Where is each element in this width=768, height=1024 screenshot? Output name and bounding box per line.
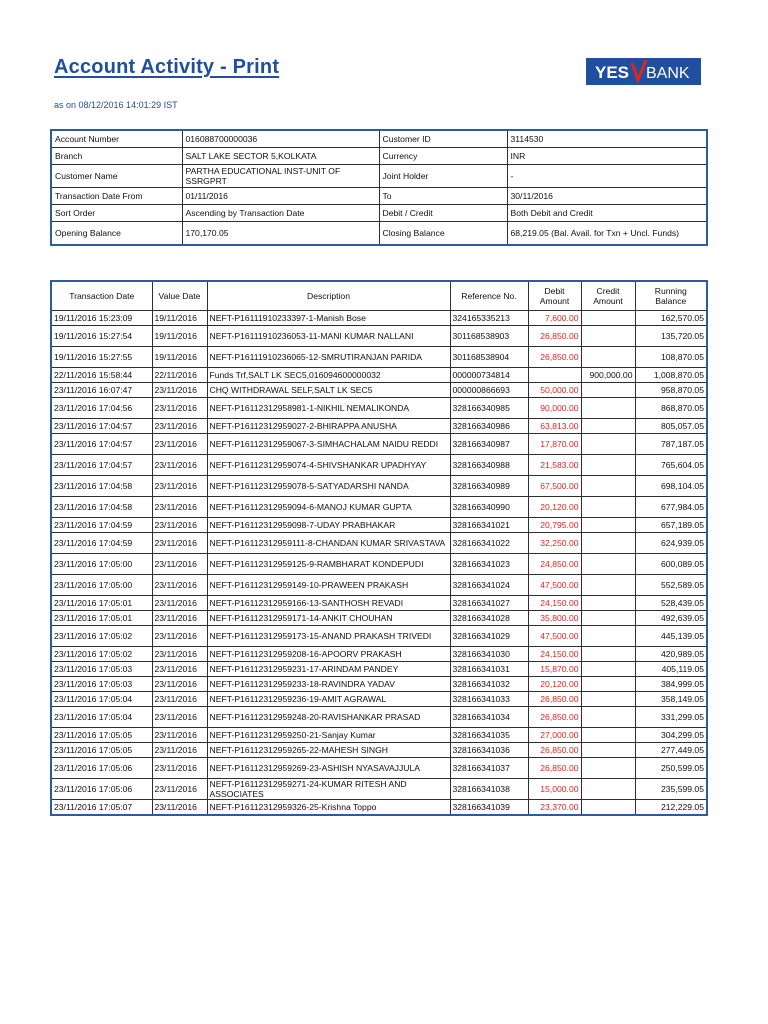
cell-value-date: 23/11/2016	[152, 554, 207, 575]
cell-transaction-date: 23/11/2016 17:05:05	[51, 743, 152, 758]
table-row	[51, 662, 707, 677]
cell-debit-amount: 26,850.00	[528, 326, 581, 347]
cell-transaction-date: 23/11/2016 17:04:56	[51, 398, 152, 419]
table-row	[51, 779, 707, 800]
cell-reference-no: 328166340987	[450, 434, 528, 455]
cell-value-date: 23/11/2016	[152, 398, 207, 419]
cell-running-balance: 765,604.05	[635, 455, 707, 476]
info-label: Customer ID	[379, 130, 507, 148]
cell-description: NEFT-P16111910236065-12-SMRUTIRANJAN PARIDA	[207, 347, 450, 368]
header-description: Description	[207, 281, 450, 311]
cell-reference-no: 328166340988	[450, 455, 528, 476]
cell-credit-amount	[581, 800, 635, 816]
header-reference-no: Reference No.	[450, 281, 528, 311]
cell-description: NEFT-P16112312958981-1-NIKHIL NEMALIKONDA	[207, 398, 450, 419]
cell-running-balance: 868,870.05	[635, 398, 707, 419]
info-value: Ascending by Transaction Date	[182, 205, 379, 222]
cell-transaction-date: 23/11/2016 17:05:01	[51, 596, 152, 611]
cell-transaction-date: 23/11/2016 16:07:47	[51, 383, 152, 398]
table-row	[51, 743, 707, 758]
account-info-row	[51, 205, 707, 222]
cell-running-balance: 235,599.05	[635, 779, 707, 800]
cell-value-date: 23/11/2016	[152, 533, 207, 554]
cell-credit-amount	[581, 419, 635, 434]
cell-description: Funds Trf,SALT LK SEC5,016094600000032	[207, 368, 450, 383]
cell-running-balance: 250,599.05	[635, 758, 707, 779]
cell-transaction-date: 23/11/2016 17:05:00	[51, 554, 152, 575]
cell-running-balance: 552,589.05	[635, 575, 707, 596]
cell-transaction-date: 23/11/2016 17:04:59	[51, 518, 152, 533]
cell-transaction-date: 23/11/2016 17:05:05	[51, 728, 152, 743]
cell-debit-amount: 35,800.00	[528, 611, 581, 626]
table-row	[51, 575, 707, 596]
cell-value-date: 23/11/2016	[152, 800, 207, 816]
account-info-row	[51, 222, 707, 246]
cell-value-date: 23/11/2016	[152, 383, 207, 398]
cell-running-balance: 528,439.05	[635, 596, 707, 611]
cell-reference-no: 301168538903	[450, 326, 528, 347]
table-row	[51, 455, 707, 476]
info-value: 3114530	[507, 130, 707, 148]
cell-credit-amount	[581, 728, 635, 743]
cell-value-date: 23/11/2016	[152, 662, 207, 677]
cell-running-balance: 1,008,870.05	[635, 368, 707, 383]
cell-debit-amount: 21,583.00	[528, 455, 581, 476]
cell-description: NEFT-P16111910236053-11-MANI KUMAR NALLANI	[207, 326, 450, 347]
cell-credit-amount	[581, 311, 635, 326]
cell-transaction-date: 23/11/2016 17:05:03	[51, 677, 152, 692]
info-label: Branch	[51, 148, 182, 165]
cell-running-balance: 162,570.05	[635, 311, 707, 326]
cell-transaction-date: 23/11/2016 17:05:04	[51, 692, 152, 707]
logo-text-bank: BANK	[646, 65, 690, 82]
cell-running-balance: 108,870.05	[635, 347, 707, 368]
table-row	[51, 311, 707, 326]
cell-value-date: 23/11/2016	[152, 434, 207, 455]
header-transaction-date: Transaction Date	[51, 281, 152, 311]
info-value: 68,219.05 (Bal. Avail. for Txn + Uncl. Funds)	[507, 222, 707, 246]
cell-description: NEFT-P16112312959067-3-SIMHACHALAM NAIDU REDDI	[207, 434, 450, 455]
info-value: 30/11/2016	[507, 188, 707, 205]
table-row	[51, 728, 707, 743]
info-value: -	[507, 165, 707, 188]
cell-running-balance: 212,229.05	[635, 800, 707, 816]
cell-transaction-date: 23/11/2016 17:05:02	[51, 647, 152, 662]
table-row	[51, 596, 707, 611]
cell-credit-amount	[581, 476, 635, 497]
cell-debit-amount: 24,150.00	[528, 647, 581, 662]
cell-value-date: 23/11/2016	[152, 518, 207, 533]
cell-description: NEFT-P16112312959074-4-SHIVSHANKAR UPADHYAY	[207, 455, 450, 476]
transactions-header-row	[51, 281, 707, 311]
table-row	[51, 419, 707, 434]
cell-debit-amount: 26,850.00	[528, 347, 581, 368]
cell-reference-no: 328166340989	[450, 476, 528, 497]
table-row	[51, 611, 707, 626]
cell-debit-amount: 67,500.00	[528, 476, 581, 497]
cell-debit-amount: 27,000.00	[528, 728, 581, 743]
cell-value-date: 19/11/2016	[152, 326, 207, 347]
cell-credit-amount	[581, 455, 635, 476]
cell-transaction-date: 19/11/2016 15:27:55	[51, 347, 152, 368]
cell-value-date: 23/11/2016	[152, 677, 207, 692]
info-value: PARTHA EDUCATIONAL INST-UNIT OF SSRGPRT	[182, 165, 379, 188]
table-row	[51, 368, 707, 383]
cell-description: NEFT-P16112312959078-5-SATYADARSHI NANDA	[207, 476, 450, 497]
cell-running-balance: 331,299.05	[635, 707, 707, 728]
cell-running-balance: 698,104.05	[635, 476, 707, 497]
cell-value-date: 23/11/2016	[152, 455, 207, 476]
cell-credit-amount	[581, 347, 635, 368]
transactions-body	[51, 311, 707, 816]
cell-description: CHQ WITHDRAWAL SELF,SALT LK SEC5	[207, 383, 450, 398]
cell-debit-amount: 32,250.00	[528, 533, 581, 554]
transactions-table	[50, 280, 708, 816]
cell-reference-no: 328166341029	[450, 626, 528, 647]
cell-transaction-date: 23/11/2016 17:05:00	[51, 575, 152, 596]
cell-running-balance: 304,299.05	[635, 728, 707, 743]
account-info-row	[51, 148, 707, 165]
info-value: 01/11/2016	[182, 188, 379, 205]
cell-reference-no: 328166341022	[450, 533, 528, 554]
table-row	[51, 434, 707, 455]
cell-credit-amount	[581, 398, 635, 419]
cell-running-balance: 445,139.05	[635, 626, 707, 647]
cell-credit-amount	[581, 626, 635, 647]
account-info-body	[51, 130, 707, 245]
account-info-row	[51, 130, 707, 148]
cell-debit-amount: 26,850.00	[528, 707, 581, 728]
cell-description: NEFT-P16112312959326-25-Krishna Toppo	[207, 800, 450, 816]
cell-credit-amount	[581, 383, 635, 398]
table-row	[51, 707, 707, 728]
cell-transaction-date: 19/11/2016 15:23:09	[51, 311, 152, 326]
cell-reference-no: 328166341024	[450, 575, 528, 596]
cell-debit-amount: 24,150.00	[528, 596, 581, 611]
cell-running-balance: 277,449.05	[635, 743, 707, 758]
cell-credit-amount	[581, 326, 635, 347]
table-row	[51, 626, 707, 647]
cell-debit-amount: 50,000.00	[528, 383, 581, 398]
cell-debit-amount: 20,795.00	[528, 518, 581, 533]
table-row	[51, 383, 707, 398]
table-row	[51, 554, 707, 575]
cell-credit-amount	[581, 533, 635, 554]
cell-description: NEFT-P16112312959248-20-RAVISHANKAR PRASAD	[207, 707, 450, 728]
header-debit-amount: Debit Amount	[528, 281, 581, 311]
cell-credit-amount	[581, 497, 635, 518]
cell-value-date: 23/11/2016	[152, 497, 207, 518]
cell-debit-amount: 15,870.00	[528, 662, 581, 677]
cell-transaction-date: 23/11/2016 17:05:06	[51, 779, 152, 800]
info-label: Currency	[379, 148, 507, 165]
cell-debit-amount: 90,000.00	[528, 398, 581, 419]
info-value: SALT LAKE SECTOR 5,KOLKATA	[182, 148, 379, 165]
cell-credit-amount	[581, 434, 635, 455]
cell-running-balance: 405,119.05	[635, 662, 707, 677]
cell-debit-amount: 20,120.00	[528, 677, 581, 692]
cell-running-balance: 624,939.05	[635, 533, 707, 554]
cell-running-balance: 677,984.05	[635, 497, 707, 518]
cell-value-date: 23/11/2016	[152, 575, 207, 596]
cell-description: NEFT-P16112312959098-7-UDAY PRABHAKAR	[207, 518, 450, 533]
cell-running-balance: 805,057.05	[635, 419, 707, 434]
cell-debit-amount: 26,850.00	[528, 743, 581, 758]
cell-credit-amount	[581, 707, 635, 728]
cell-reference-no: 328166341036	[450, 743, 528, 758]
cell-description: NEFT-P16112312959236-19-AMIT AGRAWAL	[207, 692, 450, 707]
cell-running-balance: 657,189.05	[635, 518, 707, 533]
cell-value-date: 19/11/2016	[152, 311, 207, 326]
cell-running-balance: 384,999.05	[635, 677, 707, 692]
table-row	[51, 326, 707, 347]
cell-value-date: 23/11/2016	[152, 779, 207, 800]
header-running-balance: Running Balance	[635, 281, 707, 311]
cell-value-date: 23/11/2016	[152, 476, 207, 497]
cell-reference-no: 000000734814	[450, 368, 528, 383]
cell-description: NEFT-P16112312959250-21-Sanjay Kumar	[207, 728, 450, 743]
cell-transaction-date: 23/11/2016 17:05:04	[51, 707, 152, 728]
cell-credit-amount	[581, 647, 635, 662]
info-label: Customer Name	[51, 165, 182, 188]
cell-reference-no: 324165335213	[450, 311, 528, 326]
cell-description: NEFT-P16112312959094-6-MANOJ KUMAR GUPTA	[207, 497, 450, 518]
cell-credit-amount	[581, 743, 635, 758]
table-row	[51, 800, 707, 816]
account-info-row	[51, 188, 707, 205]
logo-text-yes: YES	[595, 63, 630, 82]
cell-value-date: 19/11/2016	[152, 347, 207, 368]
cell-reference-no: 328166341039	[450, 800, 528, 816]
cell-value-date: 22/11/2016	[152, 368, 207, 383]
as-on-timestamp: as on 08/12/2016 14:01:29 IST	[54, 100, 178, 110]
cell-running-balance: 420,989.05	[635, 647, 707, 662]
info-value: INR	[507, 148, 707, 165]
table-row	[51, 533, 707, 554]
header-credit-amount: Credit Amount	[581, 281, 635, 311]
cell-reference-no: 328166341030	[450, 647, 528, 662]
cell-reference-no: 328166341027	[450, 596, 528, 611]
cell-debit-amount	[528, 368, 581, 383]
cell-transaction-date: 23/11/2016 17:04:59	[51, 533, 152, 554]
header-value-date: Value Date	[152, 281, 207, 311]
info-label: Account Number	[51, 130, 182, 148]
info-label: Opening Balance	[51, 222, 182, 246]
info-label: To	[379, 188, 507, 205]
cell-running-balance: 135,720.05	[635, 326, 707, 347]
cell-description: NEFT-P16112312959027-2-BHIRAPPA ANUSHA	[207, 419, 450, 434]
yes-bank-logo	[586, 58, 701, 85]
cell-transaction-date: 23/11/2016 17:05:02	[51, 626, 152, 647]
cell-reference-no: 328166341038	[450, 779, 528, 800]
cell-transaction-date: 23/11/2016 17:05:06	[51, 758, 152, 779]
cell-debit-amount: 47,500.00	[528, 575, 581, 596]
cell-value-date: 23/11/2016	[152, 707, 207, 728]
cell-reference-no: 328166341028	[450, 611, 528, 626]
cell-description: NEFT-P16112312959265-22-MAHESH SINGH	[207, 743, 450, 758]
cell-debit-amount: 17,870.00	[528, 434, 581, 455]
cell-value-date: 23/11/2016	[152, 743, 207, 758]
cell-transaction-date: 23/11/2016 17:04:57	[51, 434, 152, 455]
table-row	[51, 347, 707, 368]
cell-running-balance: 358,149.05	[635, 692, 707, 707]
cell-credit-amount	[581, 758, 635, 779]
cell-value-date: 23/11/2016	[152, 611, 207, 626]
cell-reference-no: 328166341034	[450, 707, 528, 728]
cell-credit-amount	[581, 662, 635, 677]
table-row	[51, 692, 707, 707]
cell-credit-amount	[581, 518, 635, 533]
cell-description: NEFT-P16112312959269-23-ASHISH NYASAVAJJULA	[207, 758, 450, 779]
cell-reference-no: 328166341023	[450, 554, 528, 575]
info-label: Closing Balance	[379, 222, 507, 246]
cell-credit-amount	[581, 692, 635, 707]
cell-value-date: 23/11/2016	[152, 728, 207, 743]
cell-value-date: 23/11/2016	[152, 419, 207, 434]
cell-description: NEFT-P16112312959208-16-APOORV PRAKASH	[207, 647, 450, 662]
cell-reference-no: 328166341037	[450, 758, 528, 779]
cell-reference-no: 301168538904	[450, 347, 528, 368]
cell-description: NEFT-P16111910233397-1-Manish Bose	[207, 311, 450, 326]
page-title: Account Activity - Print	[54, 56, 280, 78]
info-value: 170,170.05	[182, 222, 379, 246]
cell-transaction-date: 23/11/2016 17:04:58	[51, 476, 152, 497]
cell-transaction-date: 23/11/2016 17:05:03	[51, 662, 152, 677]
cell-value-date: 23/11/2016	[152, 647, 207, 662]
cell-value-date: 23/11/2016	[152, 626, 207, 647]
cell-debit-amount: 23,370.00	[528, 800, 581, 816]
info-label: Joint Holder	[379, 165, 507, 188]
cell-running-balance: 492,639.05	[635, 611, 707, 626]
cell-credit-amount	[581, 779, 635, 800]
cell-running-balance: 600,089.05	[635, 554, 707, 575]
table-row	[51, 398, 707, 419]
cell-value-date: 23/11/2016	[152, 692, 207, 707]
cell-description: NEFT-P16112312959233-18-RAVINDRA YADAV	[207, 677, 450, 692]
cell-description: NEFT-P16112312959173-15-ANAND PRAKASH TRIVEDI	[207, 626, 450, 647]
cell-reference-no: 328166341032	[450, 677, 528, 692]
cell-reference-no: 328166341031	[450, 662, 528, 677]
cell-debit-amount: 47,500.00	[528, 626, 581, 647]
info-label: Sort Order	[51, 205, 182, 222]
cell-reference-no: 328166341033	[450, 692, 528, 707]
cell-debit-amount: 24,850.00	[528, 554, 581, 575]
table-row	[51, 758, 707, 779]
cell-transaction-date: 23/11/2016 17:04:57	[51, 419, 152, 434]
table-row	[51, 518, 707, 533]
info-value: 016088700000036	[182, 130, 379, 148]
cell-credit-amount	[581, 596, 635, 611]
cell-credit-amount	[581, 611, 635, 626]
cell-description: NEFT-P16112312959166-13-SANTHOSH REVADI	[207, 596, 450, 611]
cell-debit-amount: 20,120.00	[528, 497, 581, 518]
cell-credit-amount: 900,000.00	[581, 368, 635, 383]
cell-reference-no: 000000866693	[450, 383, 528, 398]
cell-transaction-date: 23/11/2016 17:05:01	[51, 611, 152, 626]
cell-running-balance: 787,187.05	[635, 434, 707, 455]
cell-transaction-date: 23/11/2016 17:05:07	[51, 800, 152, 816]
cell-debit-amount: 26,850.00	[528, 692, 581, 707]
cell-reference-no: 328166340986	[450, 419, 528, 434]
cell-reference-no: 328166340990	[450, 497, 528, 518]
cell-transaction-date: 22/11/2016 15:58:44	[51, 368, 152, 383]
cell-credit-amount	[581, 575, 635, 596]
table-row	[51, 647, 707, 662]
cell-credit-amount	[581, 677, 635, 692]
account-info-row	[51, 165, 707, 188]
cell-description: NEFT-P16112312959125-9-RAMBHARAT KONDEPUDI	[207, 554, 450, 575]
cell-transaction-date: 23/11/2016 17:04:58	[51, 497, 152, 518]
cell-reference-no: 328166341021	[450, 518, 528, 533]
cell-debit-amount: 7,600.00	[528, 311, 581, 326]
account-info-table	[50, 129, 708, 246]
cell-value-date: 23/11/2016	[152, 758, 207, 779]
cell-value-date: 23/11/2016	[152, 596, 207, 611]
cell-description: NEFT-P16112312959271-24-KUMAR RITESH AND ASSOCIATES	[207, 779, 450, 800]
table-row	[51, 476, 707, 497]
table-row	[51, 677, 707, 692]
cell-transaction-date: 23/11/2016 17:04:57	[51, 455, 152, 476]
info-label: Transaction Date From	[51, 188, 182, 205]
cell-reference-no: 328166341035	[450, 728, 528, 743]
cell-reference-no: 328166340985	[450, 398, 528, 419]
info-label: Debit / Credit	[379, 205, 507, 222]
cell-description: NEFT-P16112312959149-10-PRAWEEN PRAKASH	[207, 575, 450, 596]
cell-debit-amount: 63,813.00	[528, 419, 581, 434]
cell-credit-amount	[581, 554, 635, 575]
cell-running-balance: 958,870.05	[635, 383, 707, 398]
cell-transaction-date: 19/11/2016 15:27:54	[51, 326, 152, 347]
info-value: Both Debit and Credit	[507, 205, 707, 222]
cell-debit-amount: 26,850.00	[528, 758, 581, 779]
cell-description: NEFT-P16112312959231-17-ARINDAM PANDEY	[207, 662, 450, 677]
cell-debit-amount: 15,000.00	[528, 779, 581, 800]
cell-description: NEFT-P16112312959171-14-ANKIT CHOUHAN	[207, 611, 450, 626]
table-row	[51, 497, 707, 518]
cell-description: NEFT-P16112312959111-8-CHANDAN KUMAR SRIVASTAVA	[207, 533, 450, 554]
